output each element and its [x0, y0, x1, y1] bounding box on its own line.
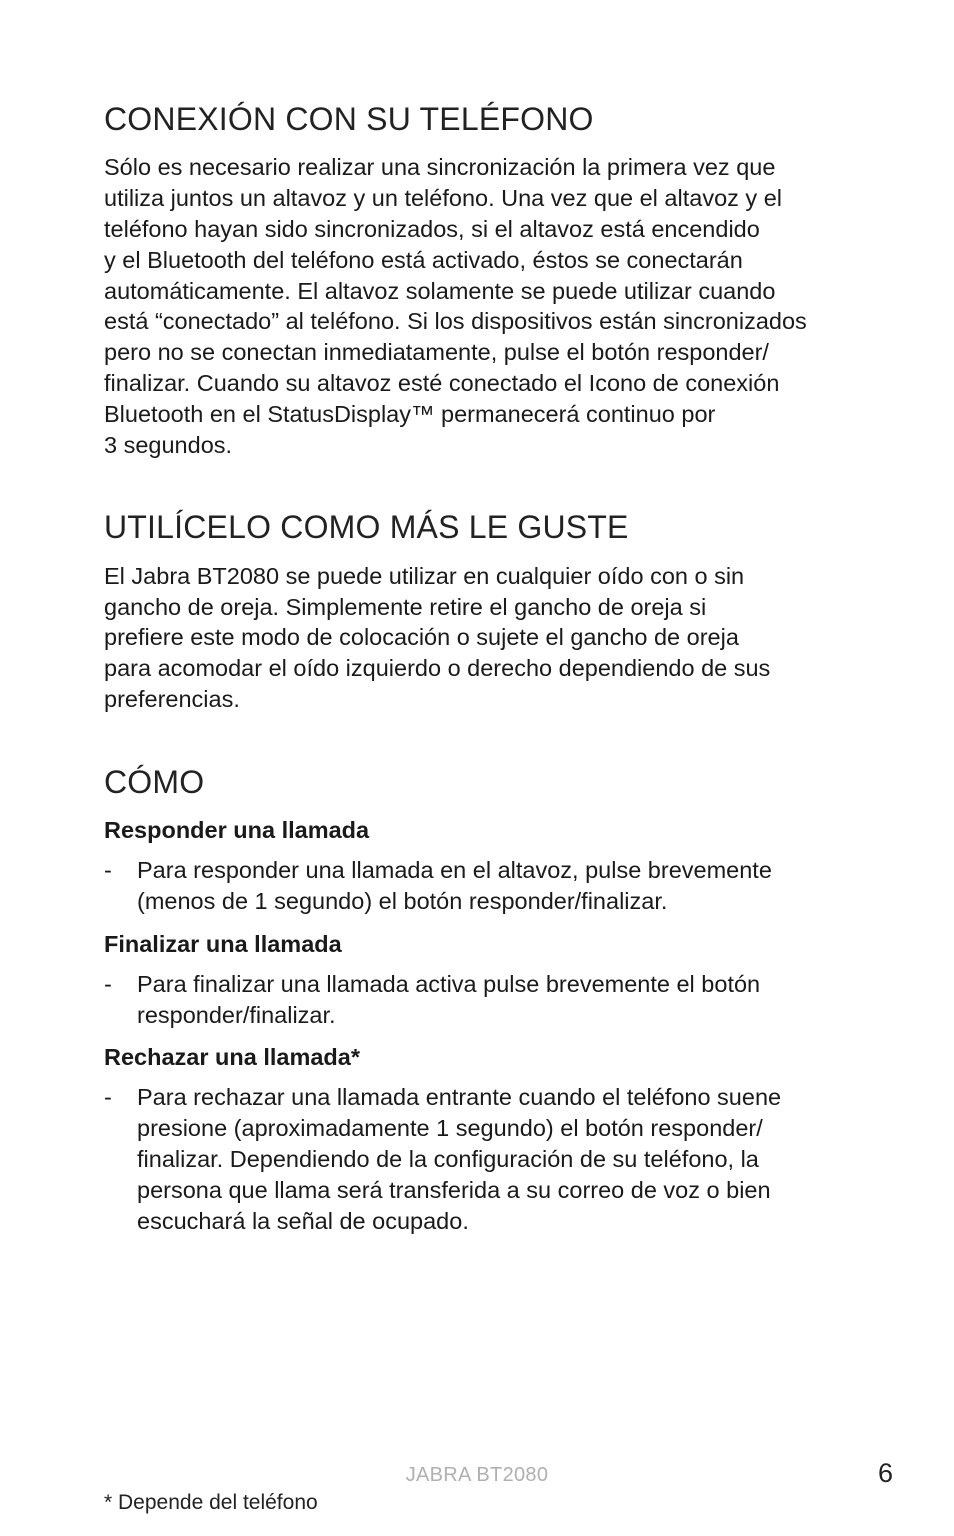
- section-heading-wearing: UTILÍCELO COMO MÁS LE GUSTE: [104, 509, 629, 546]
- bullet-dash: -: [104, 1084, 112, 1111]
- section-connection: [104, 100, 864, 460]
- list-item-reject-call: [104, 1082, 864, 1236]
- bullet-dash: -: [104, 857, 112, 884]
- answer-call-text: Para responder una llamada en el altavoz, pulse brevemente (menos de 1 segundo) el botón responder/finalizar.: [137, 857, 772, 914]
- reject-call-text: Para rechazar una llamada entrante cuando el teléfono suene presione (aproximadamente 1 segundo) el botón responder/ finalizar. Dependiendo de la configuración de su teléfono, la persona que llama será transferida a su correo de voz o bien escuchará la señal de ocupado.: [137, 1084, 782, 1234]
- list-item-end-call: [104, 969, 864, 1031]
- page-number: 6: [878, 1458, 894, 1488]
- section-how-to: [104, 763, 864, 1237]
- section-wearing: [104, 508, 864, 714]
- subheading-end-call: Finalizar una llamada: [104, 930, 342, 957]
- subheading-answer-call: Responder una llamada: [104, 817, 370, 844]
- footnote: * Depende del teléfono: [104, 1491, 318, 1514]
- wearing-body-text: El Jabra BT2080 se puede utilizar en cualquier oído con o sin gancho de oreja. Simplemente retire el gancho de oreja si prefiere este modo de colocación o sujete el gancho de oreja para acomodar el oído izquierdo o derecho dependiendo de sus preferencias.: [104, 562, 771, 712]
- section-heading-how-to: CÓMO: [104, 763, 205, 800]
- end-call-text: Para finalizar una llamada activa pulse brevemente el botón responder/finalizar.: [137, 970, 761, 1028]
- bullet-dash: -: [104, 970, 112, 997]
- list-item-answer-call: [104, 855, 864, 917]
- footer-brand: JABRA BT2080: [405, 1464, 549, 1486]
- section-heading-connection: CONEXIÓN CON SU TELÉFONO: [104, 101, 594, 137]
- page-content: [104, 100, 864, 1248]
- subheading-reject-call: Rechazar una llamada*: [104, 1044, 360, 1071]
- connection-body-text: Sólo es necesario realizar una sincronización la primera vez que utiliza juntos un altavoz y un teléfono. Una vez que el altavoz y el teléfono hayan sido sincronizados, si el altavoz está encendido y el Bluetooth del teléfono está activado, éstos se conectarán automáticamente. El altavoz solamente se puede utilizar cuando está “conectado” al teléfono. Si los dispositivos están sincronizados pero no se conectan inmediatamente, pulse el botón responder/ finalizar. Cuando su altavoz esté conectado el Icono de conexión Bluetooth en el StatusDisplay™ permanecerá continuo por 3 segundos.: [104, 154, 807, 458]
